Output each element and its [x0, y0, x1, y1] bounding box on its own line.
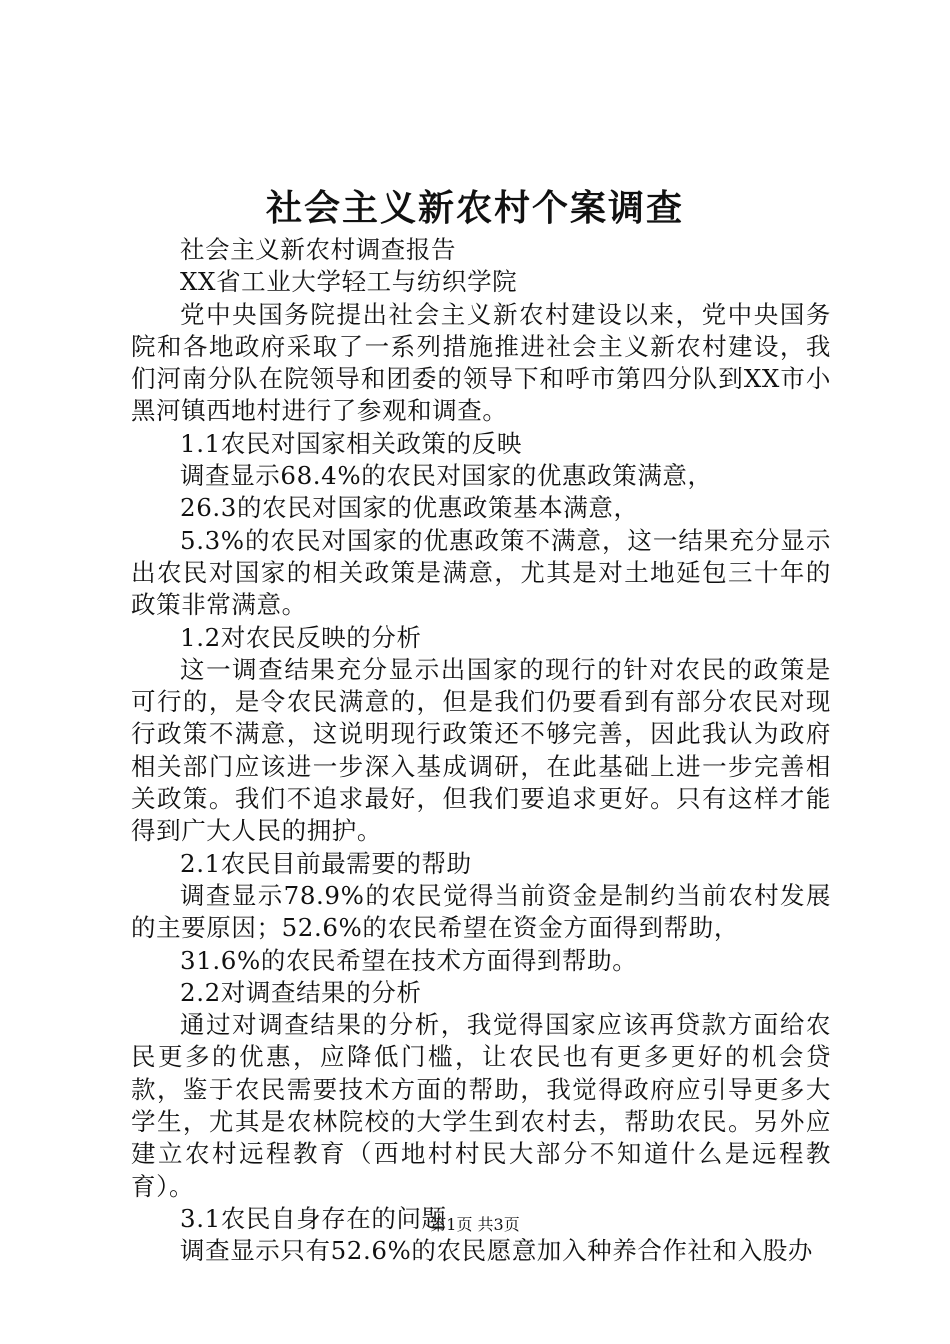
- paragraph: 社会主义新农村调查报告: [180, 235, 457, 264]
- paragraph: 调查显示只有52.6%的农民愿意加入种养合作社和入股办: [180, 1236, 814, 1266]
- page-number-footer: 第1页 共3页: [430, 1215, 520, 1234]
- section-heading: 1.1农民对国家相关政策的反映: [180, 428, 522, 458]
- document-title: 社会主义新农村个案调查: [265, 187, 684, 229]
- paragraph: 调查显示68.4%的农民对国家的优惠政策满意，: [180, 461, 713, 491]
- paragraph: 这一调查结果充分显示出国家的现行的针对农民的政策是可行的，是令农民满意的，但是我们仍要看到有部分农民对现行政策不满意，这说明现行政策还不够完善，因此我认为政府相关部门应该进一步深入基成调研，在此基础上进一步完善相关政策。我们不追求最好，但我们要追求更好。只有这样才能得到广大人民的拥护。: [131, 654, 831, 846]
- paragraph: XX省工业大学轻工与纺织学院: [180, 267, 518, 297]
- section-heading: 3.1农民自身存在的问题: [180, 1203, 447, 1233]
- paragraph: 党中央国务院提出社会主义新农村建设以来，党中央国务院和各地政府采取了一系列措施推进社会主义新农村建设，我们河南分队在院领导和团委的领导下和呼市第四分队到XX市小黑河镇西地村进行了参观和调查。: [131, 299, 831, 426]
- paragraph: 26.3的农民对国家的优惠政策基本满意，: [180, 493, 639, 523]
- document-body: [131, 234, 831, 1268]
- section-heading: 2.2对调查结果的分析: [180, 977, 422, 1007]
- paragraph: 通过对调查结果的分析，我觉得国家应该再贷款方面给农民更多的优惠，应降低门槛，让农民也有更多更好的机会贷款，鉴于农民需要技术方面的帮助，我觉得政府应引导更多大学生，尤其是农林院校的大学生到农村去，帮助农民。另外应建立农村远程教育（西地村村民大部分不知道什么是远程教育）。: [131, 1010, 831, 1201]
- paragraph: 5.3%的农民对国家的优惠政策不满意，这一结果充分显示出农民对国家的相关政策是满意，尤其是对土地延包三十年的政策非常满意。: [131, 525, 831, 620]
- section-heading: 2.1农民目前最需要的帮助: [180, 848, 472, 878]
- paragraph: 31.6%的农民希望在技术方面得到帮助。: [180, 945, 638, 975]
- paragraph: 调查显示78.9%的农民觉得当前资金是制约当前农村发展的主要原因；52.6%的农民希望在资金方面得到帮助，: [131, 880, 831, 943]
- section-heading: 1.2对农民反映的分析: [180, 622, 422, 652]
